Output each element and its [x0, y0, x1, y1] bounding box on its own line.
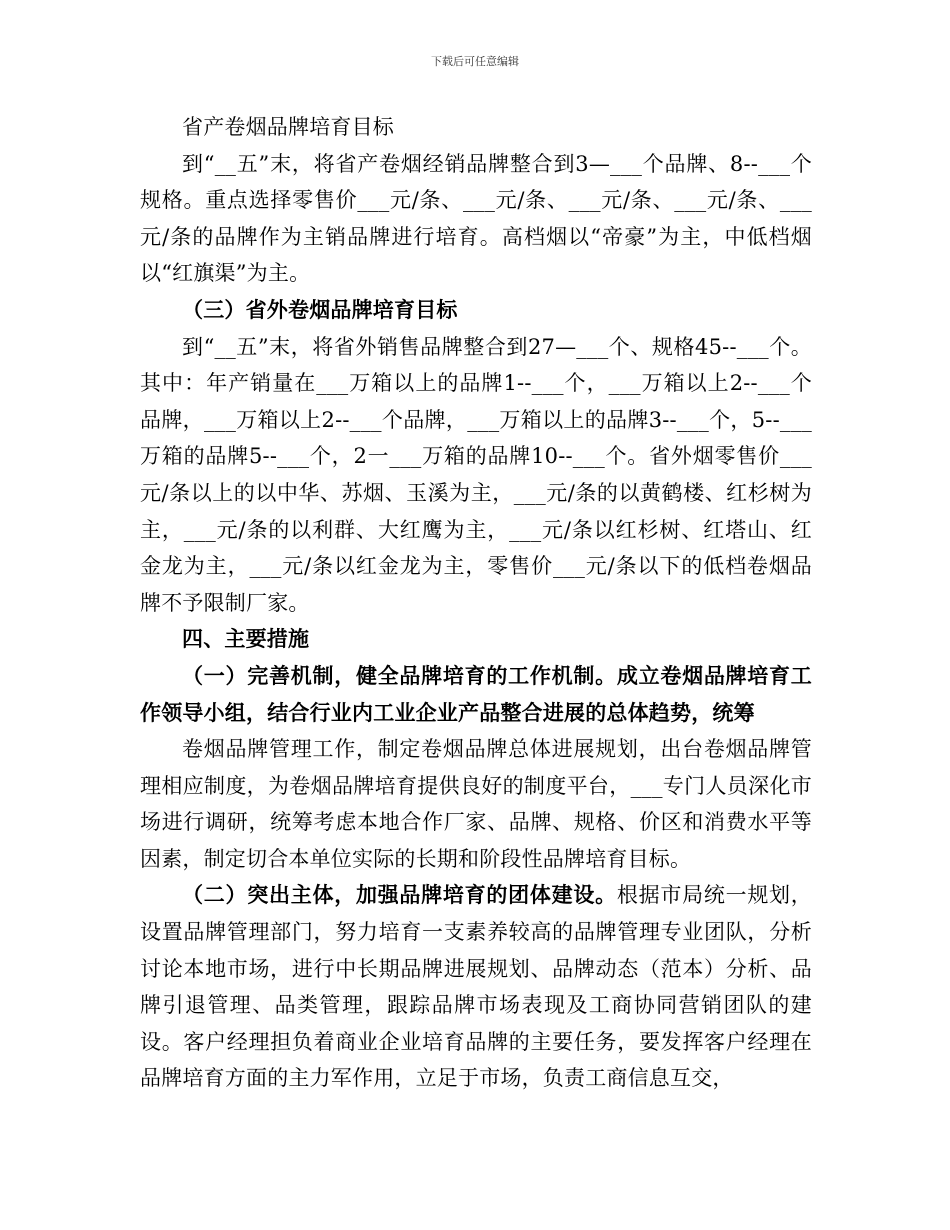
- paragraph-measure-one-body: 卷烟品牌管理工作，制定卷烟品牌总体进展规划，出台卷烟品牌管理相应制度，为卷烟品牌培育提供良好的制度平台，___专门人员深化市场进行调研，统筹考虑本地合作厂家、品牌、规格、价区和消费水平等因素，制定切合本单位实际的长期和阶段性品牌培育目标。: [140, 737, 812, 871]
- section-title-external-brands: （三）省外卷烟品牌培育目标: [182, 296, 458, 322]
- section-title-provincial-brands: 省产卷烟品牌培育目标: [182, 115, 394, 139]
- page-header: 下载后可任意编辑: [431, 55, 519, 68]
- paragraph-measure-one-heading: （一）完善机制，健全品牌培育的工作机制。成立卷烟品牌培育工作领导小组，结合行业内工业企业产品整合进展的总体趋势，统筹: [140, 662, 812, 725]
- document-body: [140, 109, 812, 1097]
- paragraph-measure-two: [140, 877, 812, 1097]
- paragraph-provincial-targets: 到“__五”末，将省产卷烟经销品牌整合到3—___个品牌、8--___个规格。重点选择零售价___元/条、___元/条、___元/条、___元/条、___元/条的品牌作为主销品牌进行培育。高档烟以“帝豪”为主，中低档烟以“红旗渠”为主。: [140, 151, 812, 286]
- measure-two-body: 根据市局统一规划，设置品牌管理部门，努力培育一支素养较高的品牌管理专业团队，分析讨论本地市场，进行中长期品牌进展规划、品牌动态（范本）分析、品牌引退管理、品类管理，跟踪品牌市场表现及工商协同营销团队的建设。客户经理担负着商业企业培育品牌的主要任务，要发挥客户经理在品牌培育方面的主力军作用，立足于市场，负责工商信息互交，: [140, 883, 812, 1091]
- measure-two-heading: （二）突出主体，加强品牌培育的团体建设。: [182, 882, 617, 908]
- paragraph-external-targets: 到“__五”末，将省外销售品牌整合到27—___个、规格45--___个。其中：年产销量在___万箱以上的品牌1--___个，___万箱以上2--___个品牌，___万箱以上2--___个品牌，___万箱以上的品牌3--___个，5--___万箱的品牌5--___个，2一___万箱的品牌10--___个。省外烟零售价___元/条以上的以中华、苏烟、玉溪为主，___元/条的以黄鹤楼、红杉树为主，___元/条的以利群、大红鹰为主，___元/条以红杉树、红塔山、红金龙为主，___元/条以红金龙为主，零售价___元/条以下的低档卷烟品牌不予限制厂家。: [140, 334, 812, 615]
- section-title-main-measures: 四、主要措施: [182, 626, 310, 652]
